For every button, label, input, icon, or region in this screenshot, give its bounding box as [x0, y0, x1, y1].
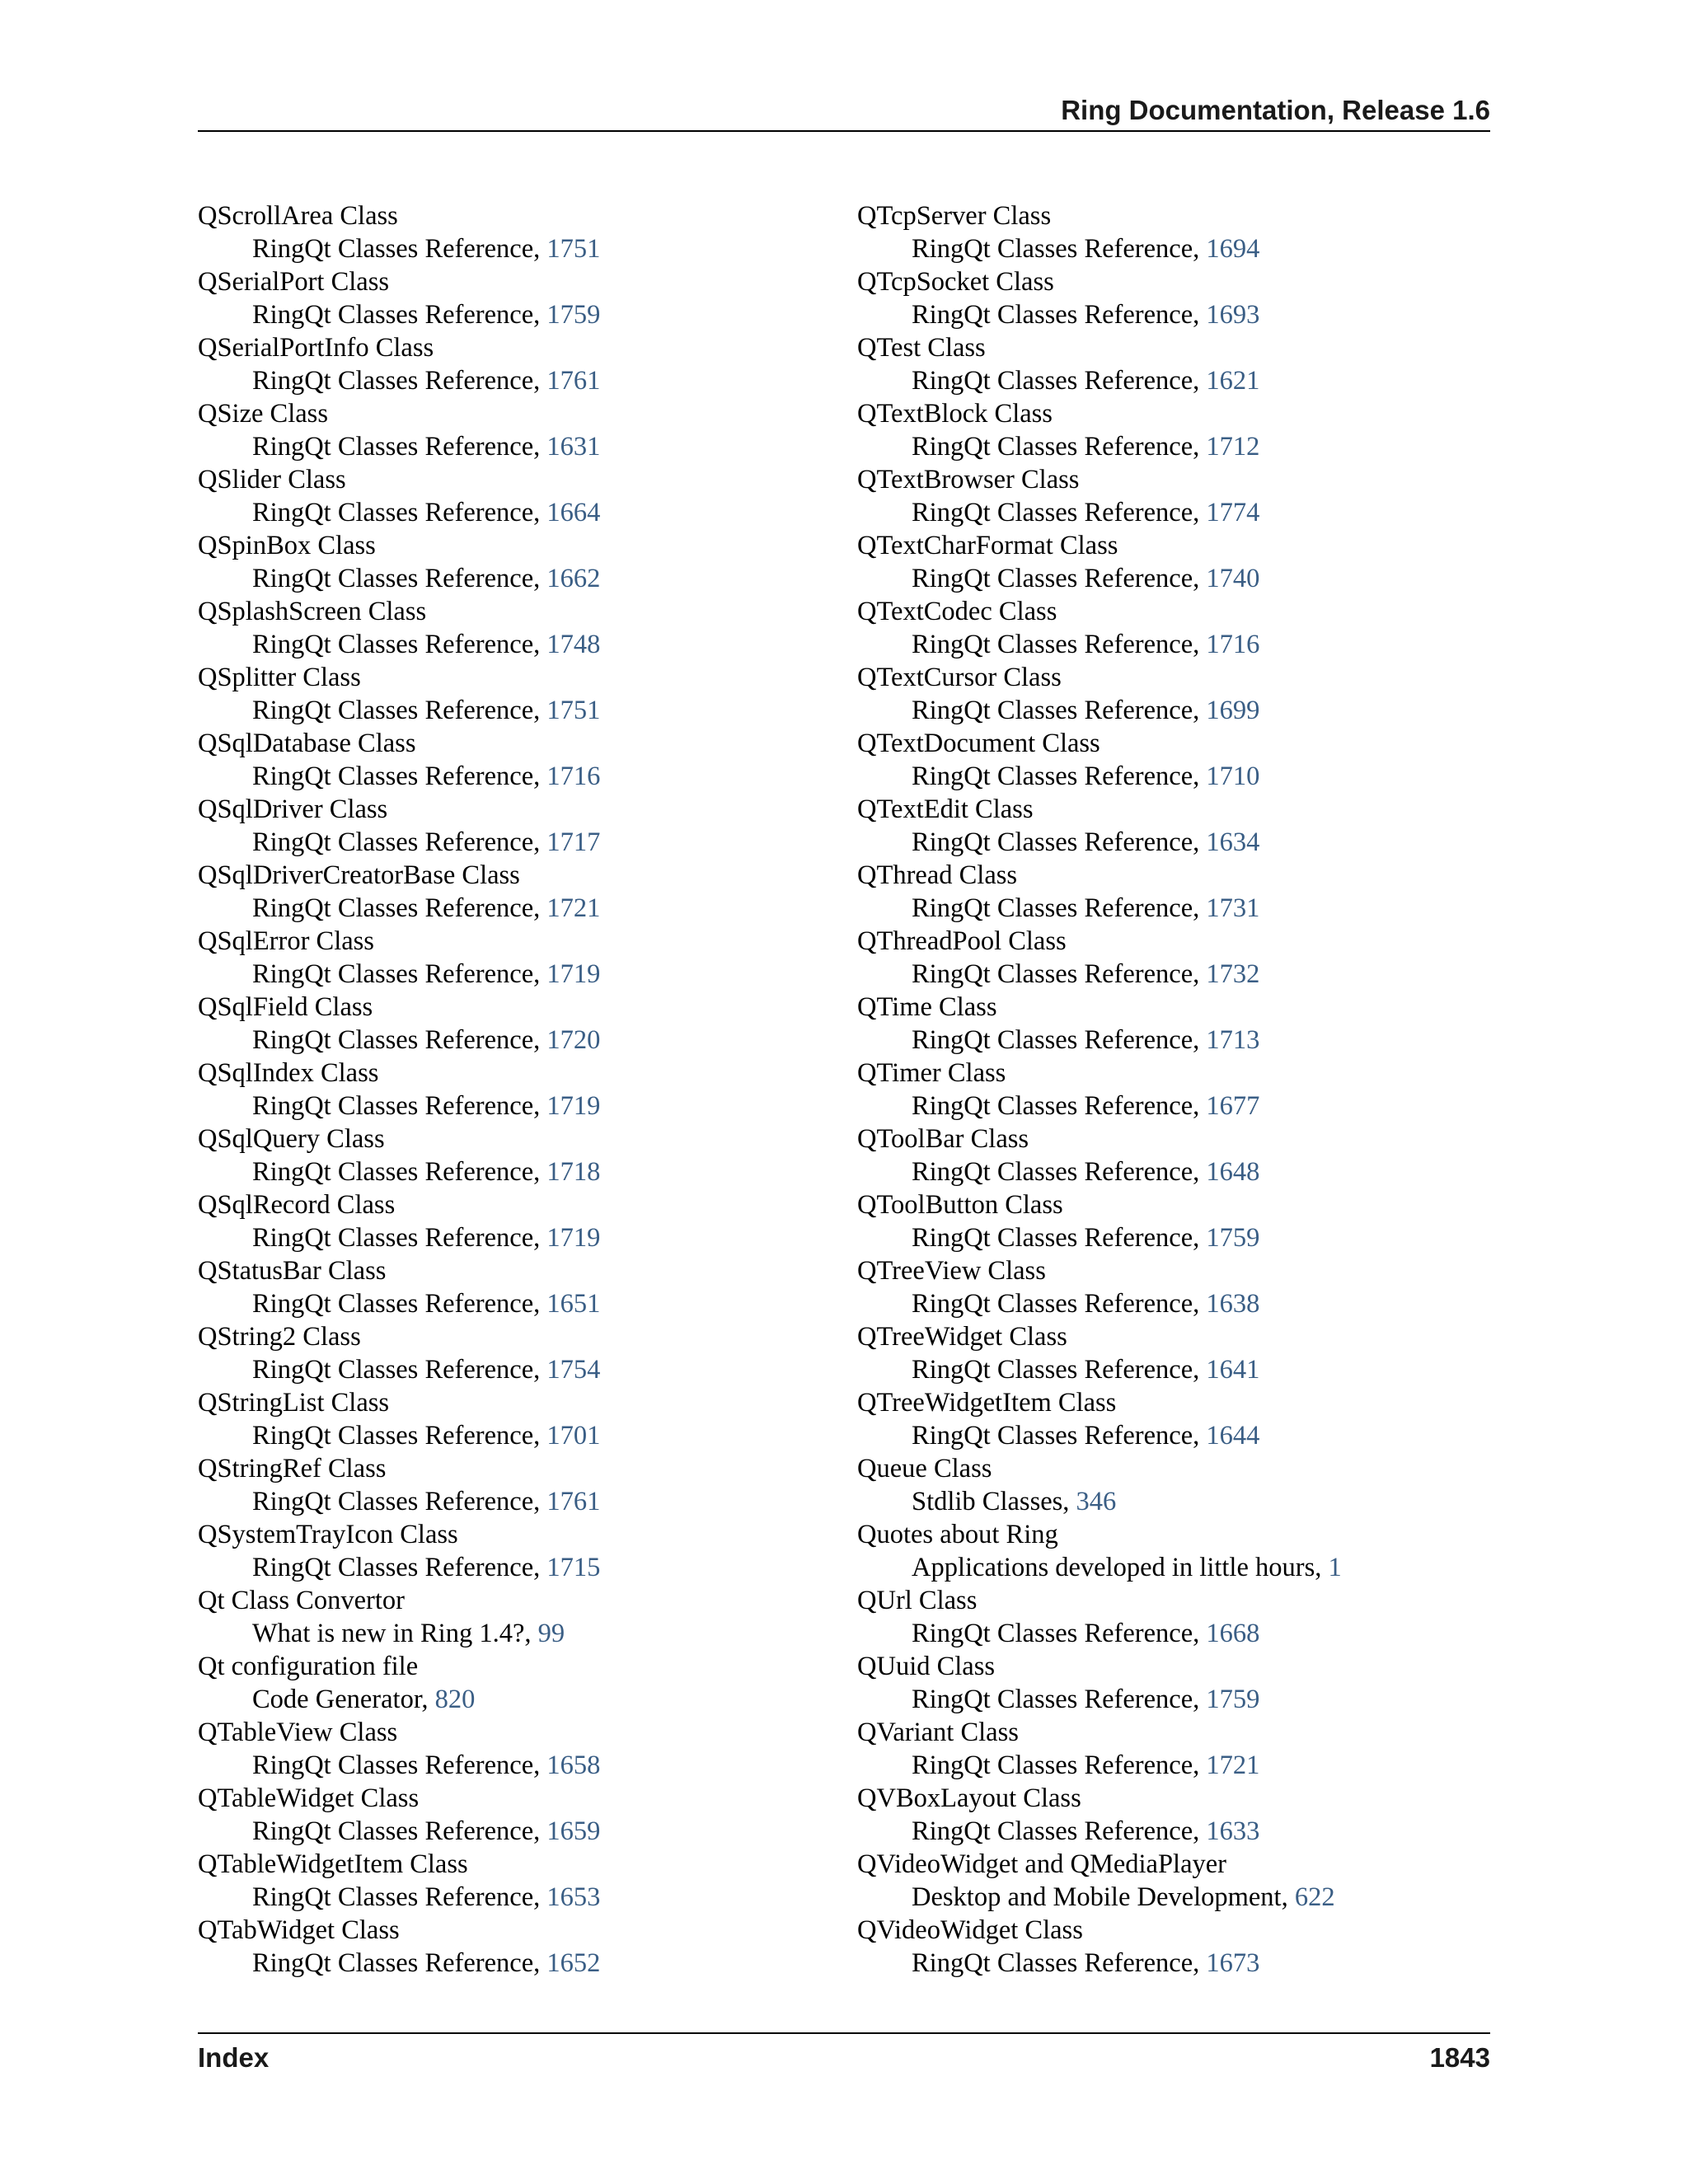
- index-entry: [198, 331, 775, 397]
- page-reference-link[interactable]: 1740: [1206, 564, 1260, 593]
- index-subentry: [857, 694, 1434, 727]
- index-entry: [857, 1254, 1434, 1320]
- index-subentry: [198, 1683, 775, 1716]
- page-reference-link[interactable]: 1759: [1206, 1223, 1260, 1253]
- index-term: QTest Class: [857, 333, 986, 363]
- page-reference-link[interactable]: 1719: [546, 959, 601, 989]
- index-subentry-text: RingQt Classes Reference,: [252, 827, 547, 857]
- page-reference-link[interactable]: 1754: [546, 1355, 601, 1385]
- index-subentry: [198, 430, 775, 463]
- index-term: QSerialPort Class: [198, 267, 390, 297]
- index-subentry-text: RingQt Classes Reference,: [912, 893, 1207, 923]
- index-subentry-text: RingQt Classes Reference,: [912, 1619, 1207, 1648]
- page-reference-link[interactable]: 1638: [1206, 1289, 1260, 1319]
- index-subentry: [857, 298, 1434, 331]
- index-entry: [198, 925, 775, 991]
- index-term: QSqlField Class: [198, 992, 373, 1022]
- index-subentry: [857, 760, 1434, 793]
- index-term: QStringList Class: [198, 1388, 390, 1418]
- page-reference-link[interactable]: 1716: [546, 762, 601, 791]
- page-reference-link[interactable]: 1652: [546, 1948, 601, 1978]
- index-term: QSize Class: [198, 399, 328, 429]
- index-subentry-text: RingQt Classes Reference,: [912, 564, 1207, 593]
- index-term: QTcpSocket Class: [857, 267, 1054, 297]
- page-reference-link[interactable]: 1633: [1206, 1816, 1260, 1846]
- index-subentry-text: RingQt Classes Reference,: [912, 1289, 1207, 1319]
- index-term: QVariant Class: [857, 1718, 1019, 1747]
- index-subentry-text: RingQt Classes Reference,: [252, 300, 547, 330]
- index-subentry: [198, 628, 775, 661]
- page-reference-link[interactable]: 1668: [1206, 1619, 1260, 1648]
- index-term: QTreeWidgetItem Class: [857, 1388, 1117, 1418]
- index-term: QToolButton Class: [857, 1190, 1063, 1220]
- page-reference-link[interactable]: 1721: [546, 893, 601, 923]
- index-subentry: [198, 1551, 775, 1584]
- index-term: QTime Class: [857, 992, 997, 1022]
- index-subentry: [857, 826, 1434, 859]
- page-reference-link[interactable]: 99: [537, 1619, 565, 1648]
- index-subentry: [198, 958, 775, 991]
- index-subentry-text: RingQt Classes Reference,: [252, 498, 547, 527]
- index-subentry-text: RingQt Classes Reference,: [252, 1157, 547, 1187]
- index-term: QUrl Class: [857, 1586, 978, 1615]
- index-term: QTextEdit Class: [857, 794, 1034, 824]
- index-term: QScrollArea Class: [198, 201, 398, 231]
- index-subentry: [198, 1287, 775, 1320]
- page-reference-link[interactable]: 1759: [546, 300, 601, 330]
- index-subentry: [857, 232, 1434, 265]
- page-reference-link[interactable]: 1701: [546, 1421, 601, 1451]
- index-entry: [857, 661, 1434, 727]
- page-reference-link[interactable]: 1715: [546, 1553, 601, 1582]
- index-term: QTextBrowser Class: [857, 465, 1080, 494]
- index-subentry-text: RingQt Classes Reference,: [252, 893, 547, 923]
- index-term: QTimer Class: [857, 1058, 1006, 1088]
- page-reference-link[interactable]: 1732: [1206, 959, 1260, 989]
- index-term: Qt Class Convertor: [198, 1586, 405, 1615]
- index-subentry: [198, 1485, 775, 1518]
- index-entry: [198, 265, 775, 331]
- index-subentry: [857, 1024, 1434, 1057]
- index-term: QVideoWidget Class: [857, 1915, 1083, 1945]
- index-entry: [857, 1452, 1434, 1518]
- index-subentry-text: RingQt Classes Reference,: [252, 1091, 547, 1121]
- index-subentry-text: RingQt Classes Reference,: [912, 234, 1207, 264]
- index-term: QTableWidget Class: [198, 1783, 420, 1813]
- index-subentry-text: RingQt Classes Reference,: [252, 959, 547, 989]
- index-subentry: [198, 1419, 775, 1452]
- index-subentry-text: Code Generator,: [252, 1685, 435, 1714]
- index-term: QToolBar Class: [857, 1124, 1029, 1154]
- index-subentry: [198, 1024, 775, 1057]
- page-reference-link[interactable]: 1: [1328, 1553, 1342, 1582]
- page-reference-link[interactable]: 1719: [546, 1091, 601, 1121]
- index-subentry-text: Applications developed in little hours,: [912, 1553, 1329, 1582]
- index-subentry-text: What is new in Ring 1.4?,: [252, 1619, 538, 1648]
- index-entry: [198, 595, 775, 661]
- page-reference-link[interactable]: 820: [434, 1685, 476, 1714]
- index-subentry: [198, 1617, 775, 1650]
- index-subentry-text: RingQt Classes Reference,: [252, 1948, 547, 1978]
- page-reference-link[interactable]: 1699: [1206, 696, 1260, 725]
- index-subentry: [198, 232, 775, 265]
- index-subentry: [198, 1090, 775, 1122]
- index-subentry-text: RingQt Classes Reference,: [912, 1223, 1207, 1253]
- index-term: QStringRef Class: [198, 1454, 387, 1483]
- index-subentry: [857, 364, 1434, 397]
- page-reference-link[interactable]: 622: [1294, 1882, 1335, 1912]
- index-subentry: [198, 1749, 775, 1782]
- index-subentry: [857, 1221, 1434, 1254]
- index-subentry-text: RingQt Classes Reference,: [252, 1816, 547, 1846]
- page-reference-link[interactable]: 1719: [546, 1223, 601, 1253]
- page-reference-link[interactable]: 1710: [1206, 762, 1260, 791]
- index-term: Qt configuration file: [198, 1652, 419, 1681]
- page-reference-link[interactable]: 1774: [1206, 498, 1260, 527]
- index-term: QTreeWidget Class: [857, 1322, 1067, 1352]
- index-term: QTreeView Class: [857, 1256, 1046, 1286]
- index-entry: [198, 1848, 775, 1914]
- index-subentry: [857, 1881, 1434, 1914]
- page-reference-link[interactable]: 1713: [1206, 1025, 1260, 1055]
- index-entry: [857, 595, 1434, 661]
- index-term: QThread Class: [857, 860, 1018, 890]
- index-entry: [857, 859, 1434, 925]
- index-term: QSpinBox Class: [198, 531, 376, 560]
- index-entry: [857, 529, 1434, 595]
- index-term: QSqlQuery Class: [198, 1124, 385, 1154]
- index-entry: [857, 1386, 1434, 1452]
- index-subentry-text: RingQt Classes Reference,: [912, 1091, 1207, 1121]
- index-subentry: [857, 1749, 1434, 1782]
- index-subentry: [198, 694, 775, 727]
- index-subentry: [857, 562, 1434, 595]
- page-footer: [198, 2032, 1490, 2083]
- page-reference-link[interactable]: 1664: [546, 498, 601, 527]
- page-reference-link[interactable]: 1716: [1206, 630, 1260, 659]
- page-reference-link[interactable]: 1659: [546, 1816, 601, 1846]
- index-entry: [857, 1188, 1434, 1254]
- index-entry: [198, 1122, 775, 1188]
- index-entry: [857, 1122, 1434, 1188]
- index-subentry: [198, 892, 775, 925]
- page-reference-link[interactable]: 1751: [546, 696, 601, 725]
- index-subentry-text: RingQt Classes Reference,: [252, 630, 547, 659]
- index-subentry-text: RingQt Classes Reference,: [252, 564, 547, 593]
- index-term: QSqlDriverCreatorBase Class: [198, 860, 520, 890]
- index-subentry-text: RingQt Classes Reference,: [252, 1421, 547, 1451]
- index-subentry-text: RingQt Classes Reference,: [912, 696, 1207, 725]
- index-term: QSystemTrayIcon Class: [198, 1520, 458, 1549]
- page-reference-link[interactable]: 346: [1076, 1487, 1117, 1516]
- index-term: QSqlDatabase Class: [198, 729, 416, 758]
- index-subentry: [857, 1947, 1434, 1980]
- index-entry: [198, 1518, 775, 1584]
- index-subentry: [198, 1155, 775, 1188]
- index-subentry-text: RingQt Classes Reference,: [912, 432, 1207, 462]
- index-subentry: [198, 364, 775, 397]
- index-term: QTableWidgetItem Class: [198, 1849, 468, 1879]
- page-reference-link[interactable]: 1621: [1206, 366, 1260, 396]
- page-reference-link[interactable]: 1658: [546, 1750, 601, 1780]
- index-subentry-text: RingQt Classes Reference,: [912, 1025, 1207, 1055]
- index-subentry: [857, 958, 1434, 991]
- index-entry: [198, 1782, 775, 1848]
- index-term: QTextBlock Class: [857, 399, 1053, 429]
- index-entry: [857, 1914, 1434, 1980]
- index-entry: [198, 991, 775, 1057]
- page-reference-link[interactable]: 1748: [546, 630, 601, 659]
- index-term: QStatusBar Class: [198, 1256, 387, 1286]
- page-reference-link[interactable]: 1641: [1206, 1355, 1260, 1385]
- index-entry: [198, 1452, 775, 1518]
- index-subentry-text: RingQt Classes Reference,: [912, 630, 1207, 659]
- index-entry: [857, 463, 1434, 529]
- index-entry: [857, 1320, 1434, 1386]
- index-subentry-text: RingQt Classes Reference,: [912, 498, 1207, 527]
- index-subentry-text: RingQt Classes Reference,: [912, 300, 1207, 330]
- index-entry: [857, 925, 1434, 991]
- index-subentry: [198, 1221, 775, 1254]
- index-term: QSerialPortInfo Class: [198, 333, 434, 363]
- index-subentry: [198, 562, 775, 595]
- index-subentry-text: RingQt Classes Reference,: [252, 1223, 547, 1253]
- index-entry: [857, 397, 1434, 463]
- index-subentry: [198, 826, 775, 859]
- index-subentry-text: RingQt Classes Reference,: [252, 696, 547, 725]
- page-reference-link[interactable]: 1693: [1206, 300, 1260, 330]
- index-term: QThreadPool Class: [857, 926, 1067, 956]
- index-term: QSplitter Class: [198, 663, 361, 692]
- index-term: Quotes about Ring: [857, 1520, 1058, 1549]
- index-entry: [857, 727, 1434, 793]
- index-subentry: [857, 1485, 1434, 1518]
- index-subentry: [857, 892, 1434, 925]
- index-entry: [198, 397, 775, 463]
- page-reference-link[interactable]: 1717: [546, 827, 601, 857]
- index-subentry: [857, 1617, 1434, 1650]
- page-reference-link[interactable]: 1759: [1206, 1685, 1260, 1714]
- page-reference-link[interactable]: 1731: [1206, 893, 1260, 923]
- index-subentry: [198, 298, 775, 331]
- index-subentry-text: RingQt Classes Reference,: [912, 827, 1207, 857]
- index-term: QTextDocument Class: [857, 729, 1100, 758]
- index-subentry: [857, 1090, 1434, 1122]
- index-subentry: [198, 1881, 775, 1914]
- index-subentry-text: Stdlib Classes,: [912, 1487, 1076, 1516]
- page-reference-link[interactable]: 1677: [1206, 1091, 1260, 1121]
- index-term: QTextCodec Class: [857, 597, 1057, 626]
- index-entry: [198, 1386, 775, 1452]
- index-subentry-text: RingQt Classes Reference,: [252, 1355, 547, 1385]
- index-term: QVideoWidget and QMediaPlayer: [857, 1849, 1227, 1879]
- index-entry: [857, 1782, 1434, 1848]
- index-term: QVBoxLayout Class: [857, 1783, 1081, 1813]
- index-subentry-text: RingQt Classes Reference,: [252, 1487, 547, 1516]
- index-subentry-text: RingQt Classes Reference,: [912, 959, 1207, 989]
- index-entry: [198, 199, 775, 265]
- page-reference-link[interactable]: 1751: [546, 234, 601, 264]
- index-subentry: [198, 1353, 775, 1386]
- index-entry: [198, 859, 775, 925]
- index-entry: [198, 1254, 775, 1320]
- index-term: QUuid Class: [857, 1652, 996, 1681]
- index-entry: [198, 1057, 775, 1122]
- index-term: QTabWidget Class: [198, 1915, 400, 1945]
- page-reference-link[interactable]: 1648: [1206, 1157, 1260, 1187]
- index-term: QTextCursor Class: [857, 663, 1062, 692]
- page-reference-link[interactable]: 1694: [1206, 234, 1260, 264]
- page-reference-link[interactable]: 1651: [546, 1289, 601, 1319]
- index-term: QSqlError Class: [198, 926, 374, 956]
- index-subentry-text: RingQt Classes Reference,: [912, 1750, 1207, 1780]
- index-subentry: [857, 1287, 1434, 1320]
- index-subentry-text: RingQt Classes Reference,: [912, 762, 1207, 791]
- index-subentry-text: RingQt Classes Reference,: [912, 1816, 1207, 1846]
- page-reference-link[interactable]: 1718: [546, 1157, 601, 1187]
- index-entry: [198, 529, 775, 595]
- index-subentry-text: RingQt Classes Reference,: [252, 432, 547, 462]
- index-subentry: [857, 1419, 1434, 1452]
- index-term: QSplashScreen Class: [198, 597, 427, 626]
- index-subentry-text: Desktop and Mobile Development,: [912, 1882, 1295, 1912]
- index-entry: [198, 727, 775, 793]
- index-entry: [198, 1650, 775, 1716]
- index-subentry: [857, 1551, 1434, 1584]
- index-term: QSqlIndex Class: [198, 1058, 379, 1088]
- index-term: QSqlRecord Class: [198, 1190, 396, 1220]
- index-entry: [857, 1584, 1434, 1650]
- index-subentry: [857, 1683, 1434, 1716]
- index-subentry: [857, 430, 1434, 463]
- page-reference-link[interactable]: 1644: [1206, 1421, 1260, 1451]
- index-entry: [857, 1848, 1434, 1914]
- index-subentry: [198, 496, 775, 529]
- index-subentry-text: RingQt Classes Reference,: [912, 1355, 1207, 1385]
- index-subentry-text: RingQt Classes Reference,: [252, 1289, 547, 1319]
- index-subentry: [857, 1815, 1434, 1848]
- index-entry: [857, 1057, 1434, 1122]
- page-reference-link[interactable]: 1761: [546, 366, 601, 396]
- index-subentry-text: RingQt Classes Reference,: [252, 762, 547, 791]
- page-reference-link[interactable]: 1721: [1206, 1750, 1260, 1780]
- index-term: QTableView Class: [198, 1718, 398, 1747]
- index-subentry-text: RingQt Classes Reference,: [912, 1157, 1207, 1187]
- footer-section-label: Index: [198, 2042, 270, 2073]
- index-subentry: [198, 1947, 775, 1980]
- index-subentry: [857, 1155, 1434, 1188]
- page-reference-link[interactable]: 1653: [546, 1882, 601, 1912]
- index-column-right: [857, 199, 1434, 1980]
- index-subentry-text: RingQt Classes Reference,: [912, 366, 1207, 396]
- page-reference-link[interactable]: 1761: [546, 1487, 601, 1516]
- page-reference-link[interactable]: 1634: [1206, 827, 1260, 857]
- index-term: QString2 Class: [198, 1322, 361, 1352]
- page-reference-link[interactable]: 1712: [1206, 432, 1260, 462]
- index-subentry-text: RingQt Classes Reference,: [252, 234, 547, 264]
- index-entry: [857, 793, 1434, 859]
- index-subentry-text: RingQt Classes Reference,: [912, 1685, 1207, 1714]
- index-subentry-text: RingQt Classes Reference,: [912, 1948, 1207, 1978]
- index-entry: [857, 331, 1434, 397]
- index-column-left: [198, 199, 775, 1980]
- page-reference-link[interactable]: 1631: [546, 432, 601, 462]
- page-reference-link[interactable]: 1673: [1206, 1948, 1260, 1978]
- index-entry: [198, 793, 775, 859]
- index-term: QTextCharFormat Class: [857, 531, 1118, 560]
- index-entry: [198, 1320, 775, 1386]
- index-subentry-text: RingQt Classes Reference,: [252, 1025, 547, 1055]
- index-subentry: [198, 760, 775, 793]
- page-reference-link[interactable]: 1720: [546, 1025, 601, 1055]
- index-term: Queue Class: [857, 1454, 992, 1483]
- index-entry: [857, 265, 1434, 331]
- index-entry: [857, 1716, 1434, 1782]
- index-entry: [857, 991, 1434, 1057]
- index-term: QSlider Class: [198, 465, 346, 494]
- index-subentry-text: RingQt Classes Reference,: [252, 1750, 547, 1780]
- index-entry: [198, 1188, 775, 1254]
- footer-page-number: 1843: [1429, 2042, 1490, 2073]
- index-entry: [198, 1584, 775, 1650]
- page-header: [198, 91, 1490, 132]
- index-subentry-text: RingQt Classes Reference,: [252, 366, 547, 396]
- index-entry: [198, 1914, 775, 1980]
- index-subentry-text: RingQt Classes Reference,: [252, 1553, 547, 1582]
- index-entry: [857, 1518, 1434, 1584]
- document-title: Ring Documentation, Release 1.6: [1061, 95, 1490, 125]
- index-subentry: [857, 628, 1434, 661]
- index-subentry: [857, 1353, 1434, 1386]
- index-subentry: [198, 1815, 775, 1848]
- index-term: QTcpServer Class: [857, 201, 1052, 231]
- page-reference-link[interactable]: 1662: [546, 564, 601, 593]
- index-entry: [198, 661, 775, 727]
- index-entry: [857, 199, 1434, 265]
- index-subentry-text: RingQt Classes Reference,: [912, 1421, 1207, 1451]
- index-entry: [198, 463, 775, 529]
- index-entry: [857, 1650, 1434, 1716]
- index-term: QSqlDriver Class: [198, 794, 388, 824]
- index-subentry: [857, 496, 1434, 529]
- index-entry: [198, 1716, 775, 1782]
- index-subentry-text: RingQt Classes Reference,: [252, 1882, 547, 1912]
